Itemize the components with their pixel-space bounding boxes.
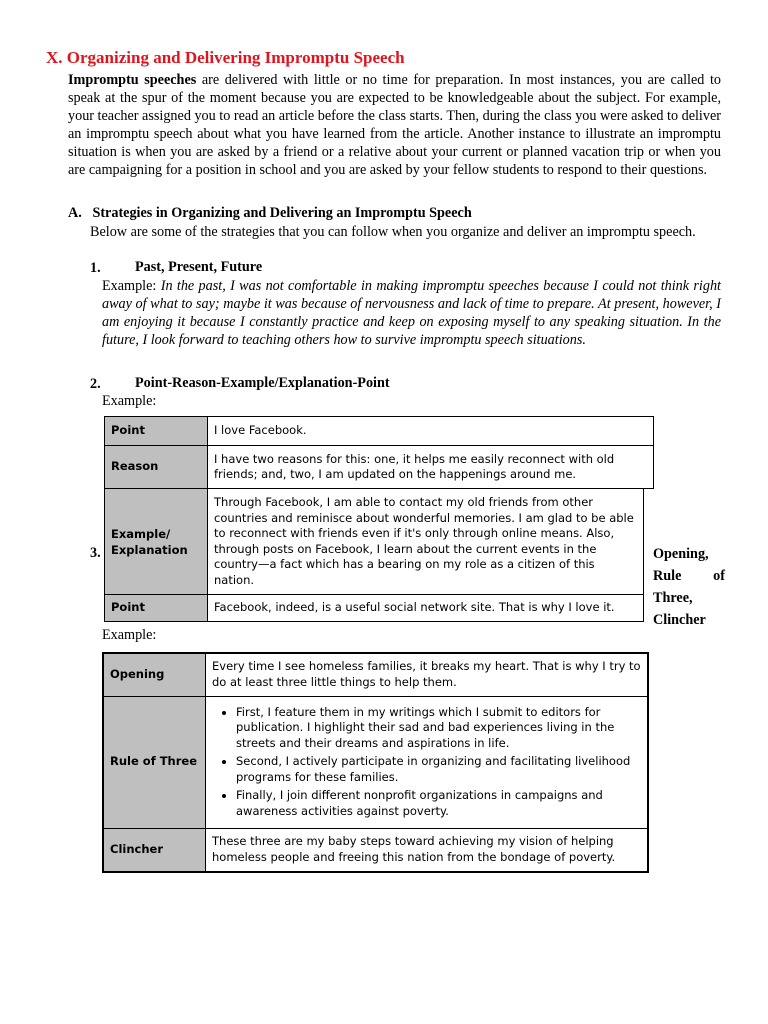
prep-label-point-final: Point xyxy=(105,595,208,622)
prep-label-point: Point xyxy=(105,417,208,446)
rot-rule-item: • Second, I actively participate in organizing and facilitating livelihood programs for these families. xyxy=(236,754,641,785)
rot-rule-list xyxy=(212,705,641,820)
strategy-3-title-word-3: of xyxy=(713,568,725,584)
strategy-3-example-label: Example: xyxy=(102,627,157,643)
rot-rule-item: • Finally, I join different nonprofit organizations in campaigns and awareness activities against poverty. xyxy=(236,788,641,819)
rule-of-three-table xyxy=(102,652,649,873)
strategy-3-title-word-5: Clincher xyxy=(653,612,706,628)
strategy-1-example xyxy=(102,277,721,349)
strategy-3-title-word-1: Opening, xyxy=(653,546,709,562)
strategy-2-number: 2. xyxy=(90,376,101,392)
intro-text: are delivered with little or no time for preparation. In most instances, you are called to speak at the spur of the moment because you are expected to be knowledgeable about the subject. For example, your teacher assigned you to read an article before the class starts. Then, during the class you were asked to deliver an impromptu speech about what you have learned from the article. Another instance to illustrate an impromptu situation is when you are asked by a friend or a relative about your current or planned vacation trip or when you are campaigning for a position in school and you are asked by your fellow students to respond to their questions. xyxy=(68,72,721,178)
strategy-1-example-label: Example: xyxy=(102,278,161,294)
prep-label-example: Example/ Explanation xyxy=(105,489,208,595)
strategy-1-number: 1. xyxy=(90,260,101,276)
strategy-2-title: Point-Reason-Example/Explanation-Point xyxy=(135,375,390,391)
strategy-2-heading xyxy=(90,375,390,393)
strategy-3-title-word-4: Three, xyxy=(653,590,693,606)
prep-row-reason xyxy=(105,446,654,489)
subsection-a-description: Below are some of the strategies that you can follow when you organize and deliver an impromptu speech. xyxy=(90,224,696,240)
rot-row-opening xyxy=(103,653,648,696)
strategy-1-title: Past, Present, Future xyxy=(135,259,263,275)
rot-text-opening: Every time I see homeless families, it breaks my heart. That is why I try to do at least three little things to help them. xyxy=(206,653,649,696)
intro-paragraph xyxy=(68,71,721,179)
prep-text-example: Through Facebook, I am able to contact my old friends from other countries and reminisce about wonderful memories. I am glad to be able to reconnect with friends even if it's only through online means. Also, through posts on Facebook, I learn about the current events in the country—a fact which has a bearing on my role as a citizen of this nation. xyxy=(208,489,644,595)
prep-text-point-final: Facebook, indeed, is a useful social network site. That is why I love it. xyxy=(208,595,644,622)
prep-row-point xyxy=(105,417,654,446)
section-title: X. Organizing and Delivering Impromptu Speech xyxy=(46,48,405,67)
rot-label-clincher: Clincher xyxy=(103,828,206,872)
prep-row-example xyxy=(105,489,644,595)
strategy-3-number: 3. xyxy=(90,545,101,561)
rot-row-rule xyxy=(103,696,648,828)
prep-text-point: I love Facebook. xyxy=(208,417,654,446)
prep-table-bottom xyxy=(104,488,644,622)
prep-row-point-final xyxy=(105,595,644,622)
subsection-a-marker: A. xyxy=(68,205,82,221)
strategy-3-title-word-2: Rule xyxy=(653,568,682,584)
intro-term: Impromptu speeches xyxy=(68,72,197,88)
strategy-1-heading xyxy=(90,259,263,277)
rot-rule-cell xyxy=(206,696,649,828)
strategy-3-title xyxy=(653,543,725,631)
subsection-a-title: Strategies in Organizing and Delivering an Impromptu Speech xyxy=(92,205,472,221)
strategy-1-example-text: In the past, I was not comfortable in making impromptu speeches because I could not think right away of what to say; maybe it was because of nervousness and lack of time to prepare. At present, however, I am enjoying it because I constantly practice and keep on exposing myself to any speaking situation. In the future, I look forward to teaching others how to survive impromptu speech situations. xyxy=(102,278,721,348)
rot-text-clincher: These three are my baby steps toward achieving my vision of helping homeless people and freeing this nation from the bondage of poverty. xyxy=(206,828,649,872)
prep-text-reason: I have two reasons for this: one, it helps me easily reconnect with old friends; and, two, I am updated on the happenings around me. xyxy=(208,446,654,489)
prep-label-reason: Reason xyxy=(105,446,208,489)
strategy-2-example-label: Example: xyxy=(102,393,157,409)
rot-row-clincher xyxy=(103,828,648,872)
rot-label-opening: Opening xyxy=(103,653,206,696)
rot-rule-item: • First, I feature them in my writings which I submit to editors for publication. I highlight their sad and bad experiences living in the streets and their dreams and aspirations in life. xyxy=(236,705,641,752)
rot-label-rule: Rule of Three xyxy=(103,696,206,828)
strategy-3-title-row xyxy=(653,565,725,587)
prep-table-top xyxy=(104,416,654,489)
subsection-a-heading xyxy=(68,205,472,222)
